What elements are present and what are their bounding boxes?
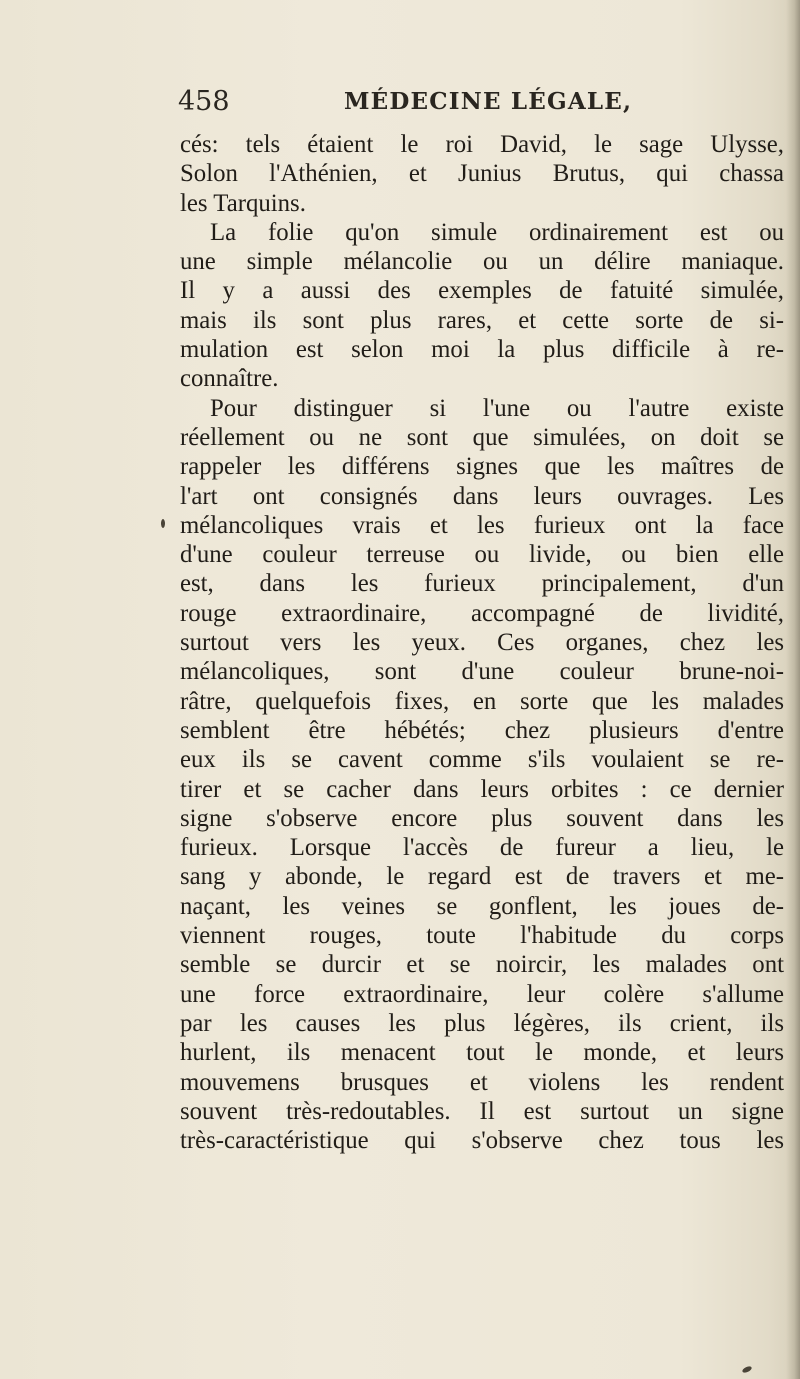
text-line: connaître. [180,365,279,393]
text-line: furieux. Lorsque l'accès de fureur a lieu, le [180,834,784,862]
text-line: Pour distinguer si l'une ou l'autre existe [210,394,784,422]
text-line: cés: tels étaient le roi David, le sage Ulysse, [180,131,784,158]
text-line: mulation est selon moi la plus difficile à re- [180,336,784,364]
text-line: mouvemens brusques et violens les rendent [180,1068,784,1096]
text-line: signe s'observe encore plus souvent dans les [180,804,784,832]
page-edge-shadow [786,0,800,1379]
text-line: mélancoliques vrais et les furieux ont la face [180,511,784,539]
text-line: souvent très-redoutables. Il est surtout un signe [180,1097,784,1125]
text-line: La folie qu'on simule ordinairement est ou [210,218,784,246]
text-line: rouge extraordinaire, accompagné de lividité, [180,599,784,627]
body-text [180,130,784,1155]
text-line: sang y abonde, le regard est de travers et me- [180,863,784,891]
ink-speck [161,519,165,528]
running-head: MÉDECINE LÉGALE, [344,88,633,115]
text-line: une force extraordinaire, leur colère s'allume [180,980,784,1008]
text-line: viennent rouges, toute l'habitude du corps [180,922,784,950]
text-line: surtout vers les yeux. Ces organes, chez les [180,629,784,657]
text-line: râtre, quelquefois fixes, en sorte que les malades [180,687,784,715]
text-line: est, dans les furieux principalement, d'un [180,570,784,598]
text-line: Solon l'Athénien, et Junius Brutus, qui chassa [180,160,784,188]
page-header [178,86,738,122]
text-line: l'art ont consignés dans leurs ouvrages. Les [180,482,784,510]
text-line: une simple mélancolie ou un délire maniaque. [180,248,784,276]
text-line: réellement ou ne sont que simulées, on doit se [180,423,784,451]
text-line: les Tarquins. [180,189,306,217]
ink-speck [741,1365,752,1374]
text-line: rappeler les différens signes que les maîtres de [180,453,784,481]
text-line: hurlent, ils menacent tout le monde, et leurs [180,1039,784,1067]
text-line: semble se durcir et se noircir, les malades ont [180,951,784,979]
text-line: par les causes les plus légères, ils crient, ils [180,1009,784,1037]
text-line: mais ils sont plus rares, et cette sorte de si- [180,306,784,334]
text-line: d'une couleur terreuse ou livide, ou bien elle [180,541,784,569]
text-line: très-caractéristique qui s'observe chez tous les [180,1127,784,1155]
text-line: mélancoliques, sont d'une couleur brune-noi- [180,658,784,686]
page-number: 458 [178,86,230,117]
text-line: naçant, les veines se gonflent, les joues de- [180,892,784,920]
text-line: semblent être hébétés; chez plusieurs d'entre [180,716,784,744]
text-line: tirer et se cacher dans leurs orbites : ce dernier [180,775,784,803]
text-line: Il y a aussi des exemples de fatuité simulée, [180,277,784,305]
text-line: eux ils se cavent comme s'ils voulaient se re- [180,746,784,774]
